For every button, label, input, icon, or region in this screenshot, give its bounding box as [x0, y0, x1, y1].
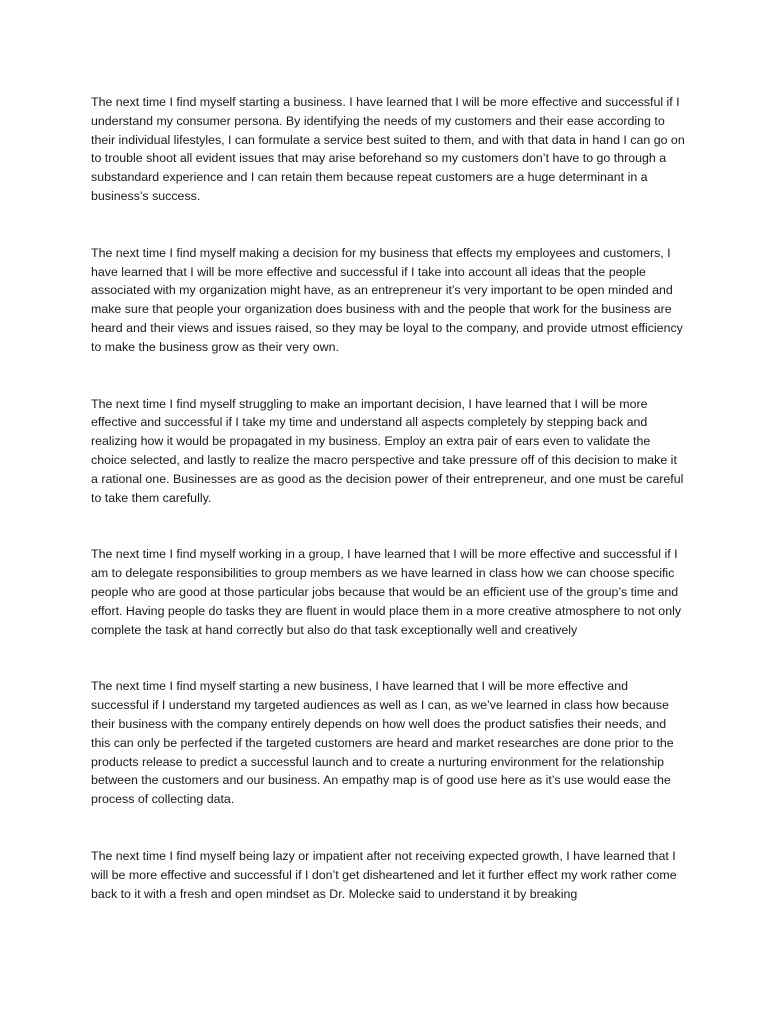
paragraph-3: The next time I find myself struggling to make an important decision, I have learned that I will be more effective and successful if I take my time and understand all aspects completely by stepping back and realizing how it would be propagated in my business. Employ an extra pair of ears even to validate the choice selected, and lastly to realize the macro perspective and take pressure off of this decision to make it a rational one. Businesses are as good as the decision power of their entrepreneur, and one must be careful to take them carefully.: [91, 396, 684, 505]
paragraph-6: The next time I find myself being lazy or impatient after not receiving expected growth, I have learned that I will be more effective and successful if I don’t get disheartened and let it further effect my work rather come back to it with a fresh and open mindset as Dr. Molecke said to understand it by breaking: [91, 848, 677, 901]
paragraph-1: The next time I find myself starting a business. I have learned that I will be more effective and successful if I understand my consumer persona. By identifying the needs of my customers and their ease according to their individual lifestyles, I can formulate a service best suited to them, and with that data in hand I can go on to trouble shoot all evident issues that may arise beforehand so my customers don’t have to go through a substandard experience and I can retain them because repeat customers are a huge determinant in a business’s success.: [91, 95, 685, 203]
paragraph-5: The next time I find myself starting a new business, I have learned that I will be more effective and successful if I understand my targeted audiences as well as I can, as we’ve learned in class how because their business with the company entirely depends on how well does the product satisfies their needs, and this can only be perfected if the targeted customers are heard and market researches are done prior to the products release to predict a successful launch and to create a nurturing environment for the relationship between the customers and our business. An empathy map is of good use here as it’s use would ease the process of collecting data.: [91, 679, 674, 807]
paragraph-2: The next time I find myself making a decision for my business that effects my employees and customers, I have learned that I will be more effective and successful if I take into account all ideas that the people associated with my organization might have, as an entrepreneur it’s very important to be open minded and make sure that people your organization does business with and the people that work for the business are heard and their views and issues raised, so they may be loyal to the company, and provide utmost efficiency to make the business grow as their very own.: [91, 245, 683, 354]
document-body: [91, 93, 685, 903]
paragraph-4: The next time I find myself working in a group, I have learned that I will be more effective and successful if I am to delegate responsibilities to group members as we have learned in class how we can choose specific people who are good at those particular jobs because that would be an efficient use of the group’s time and effort. Having people do tasks they are fluent in would place them in a more creative atmosphere to not only complete the task at hand correctly but also do that task exceptionally well and creatively: [91, 547, 682, 637]
